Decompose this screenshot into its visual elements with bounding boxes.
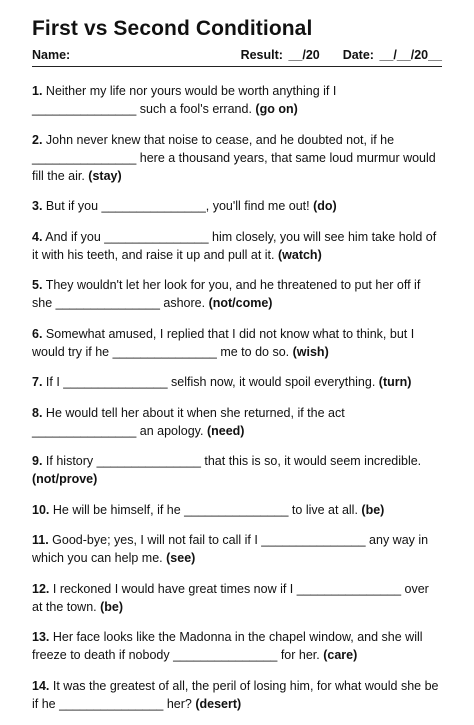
question-item bbox=[32, 131, 442, 185]
question-text: I reckoned I would have great times now if I _______________ over at the town. bbox=[32, 581, 429, 614]
question-number: 14. bbox=[32, 678, 50, 693]
question-text: Her face looks like the Madonna in the chapel window, and she will freeze to death if nobody _______________ for her. bbox=[32, 630, 423, 662]
verb-hint: (need) bbox=[206, 423, 245, 438]
question-text: If history _______________ that this is so, it would seem incredible. bbox=[45, 454, 422, 468]
question-text: They wouldn't let her look for you, and he threatened to put her off if she _______________ ashore. bbox=[32, 278, 421, 310]
question-item bbox=[32, 677, 442, 713]
question-text: Good-bye; yes, I will not fail to call if I _______________ any way in which you can help me. bbox=[32, 533, 429, 565]
question-text: But if you _______________, you'll find me out! bbox=[45, 199, 310, 213]
question-number: 7. bbox=[32, 375, 43, 389]
question-item bbox=[32, 531, 442, 567]
question-number: 10. bbox=[32, 502, 50, 517]
verb-hint: (watch) bbox=[277, 247, 322, 262]
question-text: John never knew that noise to cease, and he doubted not, if he _______________ here a thousand years, that same loud murmur would fill the air. bbox=[32, 132, 436, 183]
question-number: 3. bbox=[32, 199, 43, 213]
question-text: He would tell her about it when she returned, if the act _______________ an apology. bbox=[32, 405, 345, 438]
question-text: And if you _______________ him closely, you will see him take hold of it with his teeth, and raise it up and pull at it. bbox=[32, 229, 437, 262]
question-text: If I _______________ selfish now, it would spoil everything. bbox=[45, 375, 376, 389]
question-number: 9. bbox=[32, 454, 43, 468]
verb-hint: (care) bbox=[323, 648, 358, 662]
verb-hint: (be) bbox=[361, 502, 385, 517]
question-item bbox=[32, 404, 442, 440]
verb-hint: (turn) bbox=[378, 375, 412, 389]
result-date-group bbox=[239, 48, 442, 62]
verb-hint: (see) bbox=[166, 551, 196, 565]
question-item bbox=[32, 373, 442, 391]
question-number: 5. bbox=[32, 278, 43, 292]
question-item bbox=[32, 82, 442, 118]
question-number: 8. bbox=[32, 405, 43, 420]
question-text: He will be himself, if he _______________ to live at all. bbox=[52, 502, 358, 517]
verb-hint: (be) bbox=[100, 599, 124, 614]
name-label: Name: bbox=[32, 48, 71, 62]
header-divider bbox=[32, 66, 442, 67]
question-number: 11. bbox=[32, 533, 49, 547]
verb-hint: (wish) bbox=[292, 344, 329, 359]
verb-hint: (not/prove) bbox=[32, 472, 98, 486]
question-number: 4. bbox=[32, 229, 43, 244]
question-item bbox=[32, 501, 442, 519]
question-item bbox=[32, 228, 442, 264]
verb-hint: (not/come) bbox=[208, 296, 273, 310]
result-value: __/20 bbox=[288, 48, 320, 62]
question-item bbox=[32, 580, 442, 616]
verb-hint: (desert) bbox=[195, 696, 242, 711]
date-label: Date: bbox=[342, 48, 374, 62]
result-label: Result: bbox=[240, 48, 283, 62]
question-item bbox=[32, 197, 442, 215]
page-title: First vs Second Conditional bbox=[32, 17, 313, 40]
verb-hint: (stay) bbox=[88, 168, 122, 183]
question-item bbox=[32, 628, 442, 664]
question-item bbox=[32, 452, 442, 488]
verb-hint: (do) bbox=[313, 199, 337, 213]
question-list bbox=[32, 82, 442, 725]
question-number: 12. bbox=[32, 581, 50, 596]
question-text: Neither my life nor yours would be worth anything if I _______________ such a fool's errand. bbox=[32, 84, 337, 116]
question-text: It was the greatest of all, the peril of losing him, for what would she be if he _______________ her? bbox=[32, 678, 439, 711]
question-text: Somewhat amused, I replied that I did not know what to think, but I would try if he _______________ me to do so. bbox=[32, 326, 415, 359]
question-item bbox=[32, 325, 442, 361]
question-number: 1. bbox=[32, 84, 43, 98]
verb-hint: (go on) bbox=[255, 102, 298, 116]
question-number: 2. bbox=[32, 132, 43, 147]
question-number: 13. bbox=[32, 630, 50, 644]
question-item bbox=[32, 276, 442, 312]
date-value: __/__/20__ bbox=[379, 48, 442, 62]
question-number: 6. bbox=[32, 326, 43, 341]
